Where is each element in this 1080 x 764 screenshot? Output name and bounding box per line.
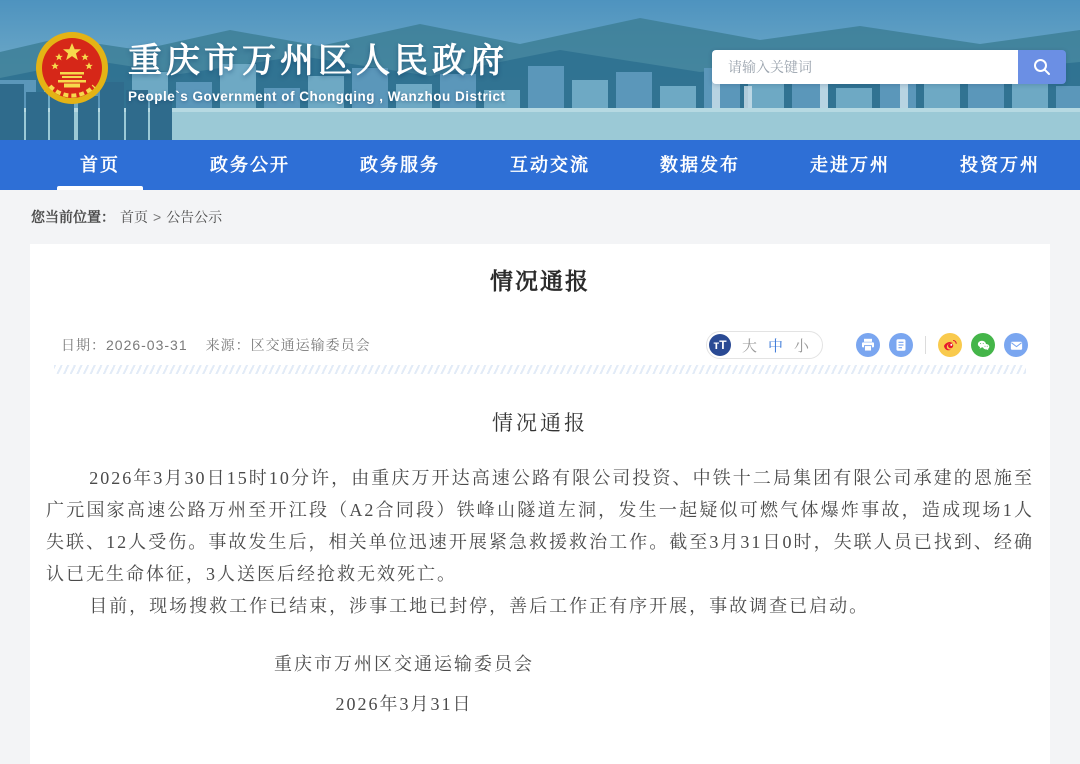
site-title: 重庆市万州区人民政府 (128, 41, 508, 80)
search-icon (1032, 57, 1052, 77)
nav-item-data-release[interactable] (625, 140, 775, 190)
nav-item-label: 投资万州 (960, 155, 1040, 175)
wechat-icon (976, 338, 991, 353)
site-logo-and-title[interactable] (34, 30, 508, 106)
font-size-small-button[interactable]: 小 (793, 337, 809, 355)
nav-item-invest-wanzhou[interactable] (925, 140, 1075, 190)
copy-document-icon (894, 338, 908, 352)
font-size-control (706, 331, 823, 359)
copy-document-button[interactable] (889, 333, 913, 357)
hatched-divider (54, 365, 1026, 374)
signature-date: 2026年3月31日 (335, 694, 473, 714)
font-size-icon: тT (709, 334, 731, 356)
page-title: 情况通报 (490, 268, 590, 294)
active-tab-indicator (57, 186, 143, 190)
font-size-large-button[interactable]: 大 (741, 337, 757, 355)
article-meta-row (44, 331, 1036, 359)
article-toolbar (706, 331, 1028, 359)
print-button[interactable] (856, 333, 880, 357)
toolbar-divider (925, 336, 926, 354)
site-subtitle: People`s Government of Chongqing , Wanzhou District (128, 88, 506, 104)
article-body-title: 情况通报 (492, 412, 588, 435)
search-button[interactable] (1018, 50, 1066, 84)
article-meta (61, 335, 389, 355)
nav-item-label: 政务服务 (360, 155, 440, 175)
nav-item-home[interactable] (25, 140, 175, 190)
article-card (30, 244, 1050, 764)
print-icon (861, 338, 875, 352)
main-navigation (0, 140, 1080, 190)
breadcrumb-current[interactable]: 公告公示 (166, 209, 223, 225)
nav-item-government-affairs[interactable] (175, 140, 325, 190)
nav-item-label: 政务公开 (210, 155, 290, 175)
nav-item-label: 数据发布 (660, 155, 740, 175)
share-wechat-button[interactable] (971, 333, 995, 357)
nav-item-label: 走进万州 (810, 155, 890, 175)
email-icon (1009, 338, 1024, 353)
share-weibo-button[interactable] (938, 333, 962, 357)
breadcrumb-separator: > (153, 209, 162, 225)
article-body (44, 462, 1036, 622)
share-email-button[interactable] (1004, 333, 1028, 357)
article-date: 2026-03-31 (106, 337, 188, 353)
font-size-medium-button[interactable]: 中 (767, 337, 783, 355)
site-search (712, 50, 1066, 84)
article-paragraph: 2026年3月30日15时10分许，由重庆万开达高速公路有限公司投资、中铁十二局集团有限公司承建的恩施至广元国家高速公路万州至开江段（A2合同段）铁峰山隧道左洞，发生一起疑似可燃气体爆炸事故，造成现场1人失联、12人受伤。事故发生后，相关单位迅速开展紧急救援救治工作。截至3月31日0时，失联人员已找到、经确认已无生命体征，3人送医后经抢救无效死亡。 (46, 468, 1034, 584)
breadcrumb-label: 您当前位置： (31, 209, 115, 225)
nav-item-government-services[interactable] (325, 140, 475, 190)
article-signature-block (44, 650, 1036, 716)
nav-item-label: 首页 (80, 155, 120, 175)
site-header-banner (0, 0, 1080, 140)
nav-item-about-wanzhou[interactable] (775, 140, 925, 190)
search-input[interactable] (712, 50, 1018, 84)
national-emblem-logo (34, 30, 110, 106)
source-label: 来源： (205, 337, 251, 353)
article-source: 区交通运输委员会 (250, 337, 371, 353)
breadcrumb (0, 190, 1080, 244)
weibo-icon (942, 337, 958, 353)
article-paragraph: 目前，现场搜救工作已结束，涉事工地已封停，善后工作正有序开展，事故调查已启动。 (89, 596, 870, 616)
nav-item-label: 互动交流 (510, 155, 590, 175)
breadcrumb-home-link[interactable]: 首页 (120, 209, 148, 225)
signature-organization: 重庆市万州区交通运输委员会 (274, 654, 534, 674)
nav-item-interaction[interactable] (475, 140, 625, 190)
date-label: 日期： (61, 337, 106, 353)
